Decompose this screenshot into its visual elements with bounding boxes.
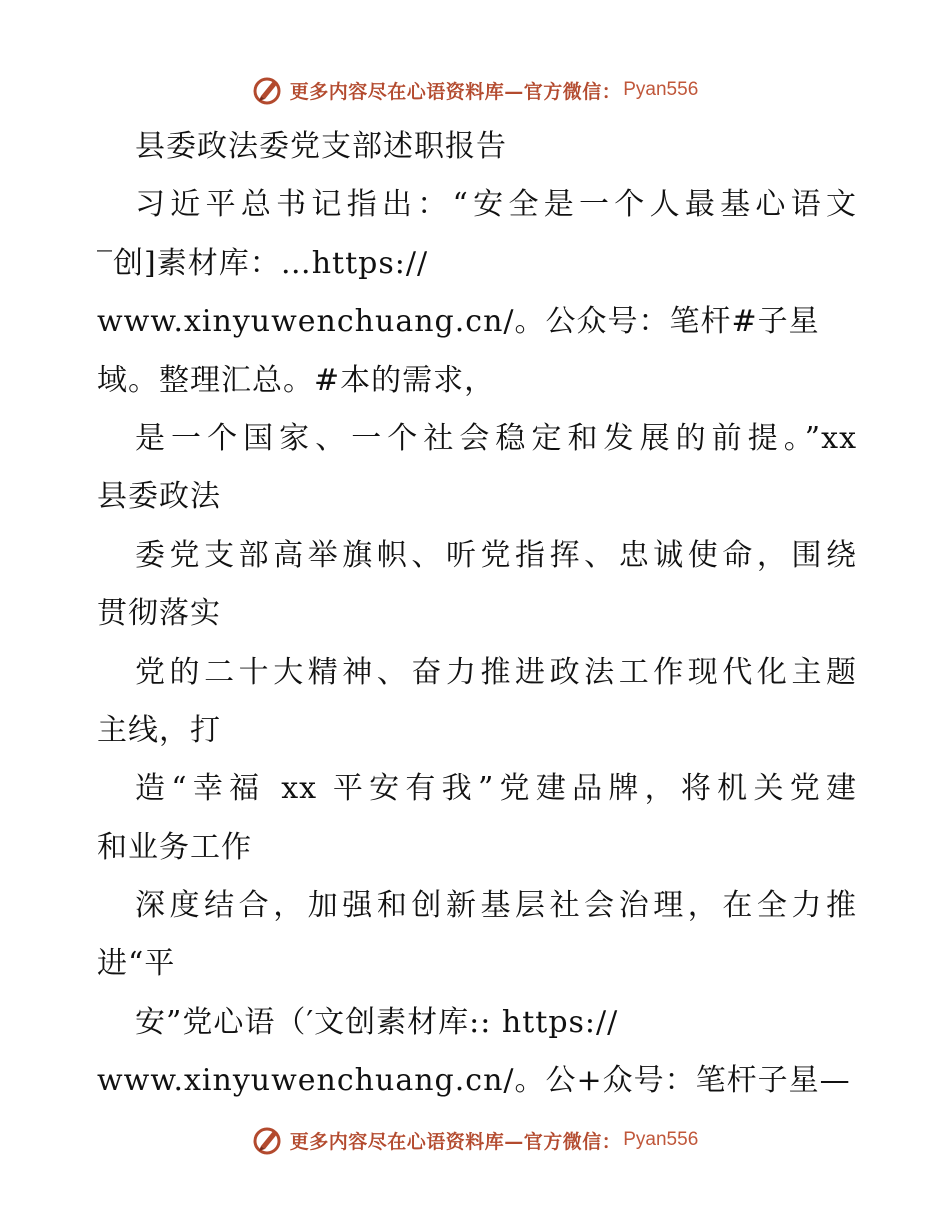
body-line: 域。整理汇总。#本的需求， — [97, 362, 496, 398]
body-line: 习近平总书记指出：“安全是一个人最基心语文 — [135, 187, 857, 223]
body-line: www.xinyuwenchuang.cn/。公+众号：笔杆子星— — [97, 1063, 851, 1099]
footer-wechat-id: Pyan556 — [623, 1129, 699, 1150]
body-line: 党的二十大精神、奋力推进政法工作现代化主题 — [135, 654, 857, 690]
body-line: 和业务工作 — [97, 829, 252, 865]
document-body — [97, 118, 857, 1111]
body-line: 造“幸福 xx 平安有我”党建品牌，将机关党建 — [135, 771, 857, 807]
document-title: 县委政法委党支部述职报告 — [135, 129, 507, 164]
header-wechat-id: Pyan556 — [623, 79, 699, 100]
header-banner — [0, 70, 950, 110]
footer-banner — [0, 1120, 950, 1160]
body-line: 深度结合，加强和创新基层社会治理，在全力推 — [135, 888, 857, 924]
header-banner-text: 更多内容尽在心语资料库—官方微信： — [289, 80, 622, 103]
footer-banner-text: 更多内容尽在心语资料库—官方微信： — [289, 1130, 622, 1153]
body-line: 是一个国家、一个社会稳定和发展的前提。”xx — [135, 420, 857, 456]
body-line: 委党支部高举旗帜、听党指挥、忠诚使命，围绕 — [135, 537, 857, 573]
body-line: 主线，打 — [97, 712, 221, 748]
pen-circle-logo-icon — [252, 1124, 284, 1156]
body-line: 进“平 — [97, 946, 176, 982]
pen-circle-logo-icon — [252, 74, 284, 106]
body-line: ‾创]素材库：…https:// — [97, 245, 429, 281]
body-line: www.xinyuwenchuang.cn/。公众号：笔杆#子星 — [97, 304, 820, 340]
body-line: 贯彻落实 — [97, 596, 221, 632]
body-line: 县委政法 — [97, 479, 221, 515]
body-line: 安”党心语（′文创素材库:: https:// — [135, 1004, 619, 1040]
